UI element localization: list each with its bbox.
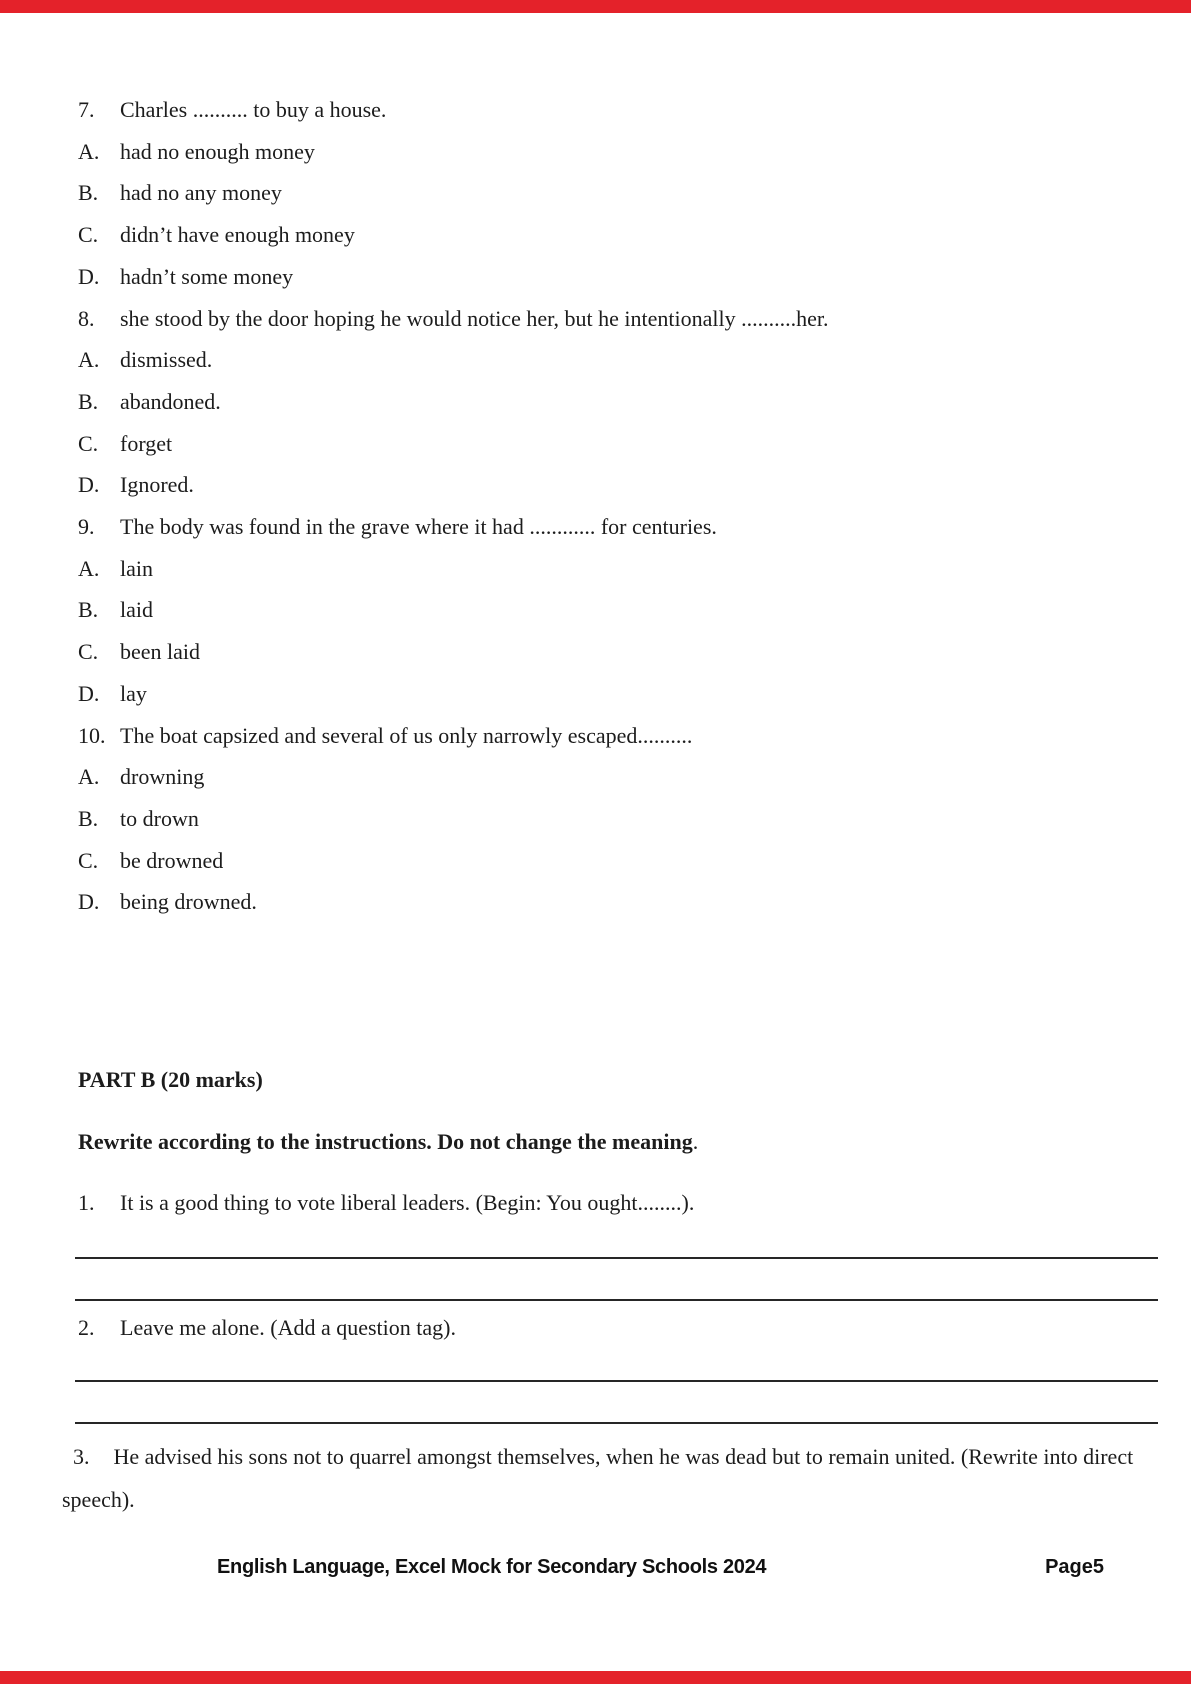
question-number: 2. xyxy=(78,1315,95,1340)
mcq-option-row xyxy=(78,131,1151,173)
question-number: 3. xyxy=(73,1444,90,1469)
top-border-bar xyxy=(0,0,1191,13)
mcq-option-row xyxy=(78,548,1151,590)
question-text: The body was found in the grave where it had ............ for centuries. xyxy=(120,514,717,540)
option-text: Ignored. xyxy=(120,472,194,498)
option-text: laid xyxy=(120,597,153,623)
part-b-heading: PART B (20 marks) xyxy=(78,1067,263,1092)
answer-line xyxy=(75,1257,1158,1259)
mcq-option-row xyxy=(78,381,1151,423)
question-text: Leave me alone. (Add a question tag). xyxy=(120,1315,456,1340)
mcq-option-row xyxy=(78,214,1151,256)
mcq-question-row xyxy=(78,506,1151,548)
multiple-choice-section xyxy=(78,89,1151,923)
option-letter: A. xyxy=(78,555,100,581)
option-text: had no enough money xyxy=(120,138,315,164)
question-text: He advised his sons not to quarrel amongst themselves, when he was dead but to remain united. (Rewrite into direct speech). xyxy=(62,1444,1134,1512)
rewrite-instruction-period: . xyxy=(692,1129,699,1154)
question-text: she stood by the door hoping he would notice her, but he intentionally ..........her. xyxy=(120,305,829,331)
option-text: hadn’t some money xyxy=(120,263,294,289)
mcq-option-row xyxy=(78,339,1151,381)
mcq-question-row xyxy=(78,89,1151,131)
mcq-option-row xyxy=(78,631,1151,673)
mcq-question-row xyxy=(78,715,1151,757)
mcq-option-row xyxy=(78,673,1151,715)
question-number: 9. xyxy=(78,514,95,540)
option-letter: B. xyxy=(78,805,99,831)
footer-document-title: English Language, Excel Mock for Secondary Schools 2024 xyxy=(217,1556,767,1578)
option-letter: C. xyxy=(78,639,99,665)
option-letter: B. xyxy=(78,180,99,206)
option-letter: C. xyxy=(78,430,99,456)
mcq-option-row xyxy=(78,881,1151,923)
option-letter: A. xyxy=(78,347,100,373)
question-text: It is a good thing to vote liberal leaders. (Begin: You ought........). xyxy=(120,1190,695,1215)
question-number: 1. xyxy=(78,1190,95,1215)
option-letter: A. xyxy=(78,138,100,164)
option-text: drowning xyxy=(120,764,205,790)
mcq-option-row xyxy=(78,840,1151,882)
mcq-option-row xyxy=(78,464,1151,506)
rewrite-question-2 xyxy=(78,1315,1151,1341)
bottom-border-bar xyxy=(0,1671,1191,1684)
option-text: dismissed. xyxy=(120,347,213,373)
option-letter: B. xyxy=(78,597,99,623)
answer-line xyxy=(75,1380,1158,1382)
mcq-option-row xyxy=(78,423,1151,465)
mcq-option-row xyxy=(78,756,1151,798)
option-letter: D. xyxy=(78,889,100,915)
rewrite-instruction-bold: Rewrite according to the instructions. Do not change the meaning xyxy=(78,1129,693,1154)
option-text: forget xyxy=(120,430,173,456)
option-text: abandoned. xyxy=(120,388,221,414)
option-text: be drowned xyxy=(120,847,224,873)
mcq-option-row xyxy=(78,256,1151,298)
rewrite-instruction xyxy=(78,1129,698,1155)
option-text: didn’t have enough money xyxy=(120,222,355,248)
option-text: lain xyxy=(120,555,153,581)
mcq-question-row xyxy=(78,298,1151,340)
rewrite-question-1 xyxy=(78,1190,1151,1216)
question-text: The boat capsized and several of us only narrowly escaped.......... xyxy=(120,722,693,748)
option-letter: C. xyxy=(78,222,99,248)
option-letter: D. xyxy=(78,263,100,289)
mcq-option-row xyxy=(78,172,1151,214)
question-text: Charles .......... to buy a house. xyxy=(120,97,387,122)
option-text: being drowned. xyxy=(120,889,257,915)
mcq-option-row xyxy=(78,589,1151,631)
footer-page-number: Page5 xyxy=(1045,1556,1104,1578)
option-text: lay xyxy=(120,680,147,706)
answer-line xyxy=(75,1422,1158,1424)
question-number: 7. xyxy=(78,97,95,122)
option-text: had no any money xyxy=(120,180,282,206)
option-text: been laid xyxy=(120,639,201,665)
answer-line xyxy=(75,1299,1158,1301)
question-number: 10. xyxy=(78,722,106,748)
option-letter: D. xyxy=(78,680,100,706)
option-text: to drown xyxy=(120,805,199,831)
rewrite-question-3 xyxy=(62,1435,1134,1521)
option-letter: C. xyxy=(78,847,99,873)
question-number: 8. xyxy=(78,305,95,331)
option-letter: D. xyxy=(78,472,100,498)
option-letter: B. xyxy=(78,388,99,414)
mcq-option-row xyxy=(78,798,1151,840)
option-letter: A. xyxy=(78,764,100,790)
